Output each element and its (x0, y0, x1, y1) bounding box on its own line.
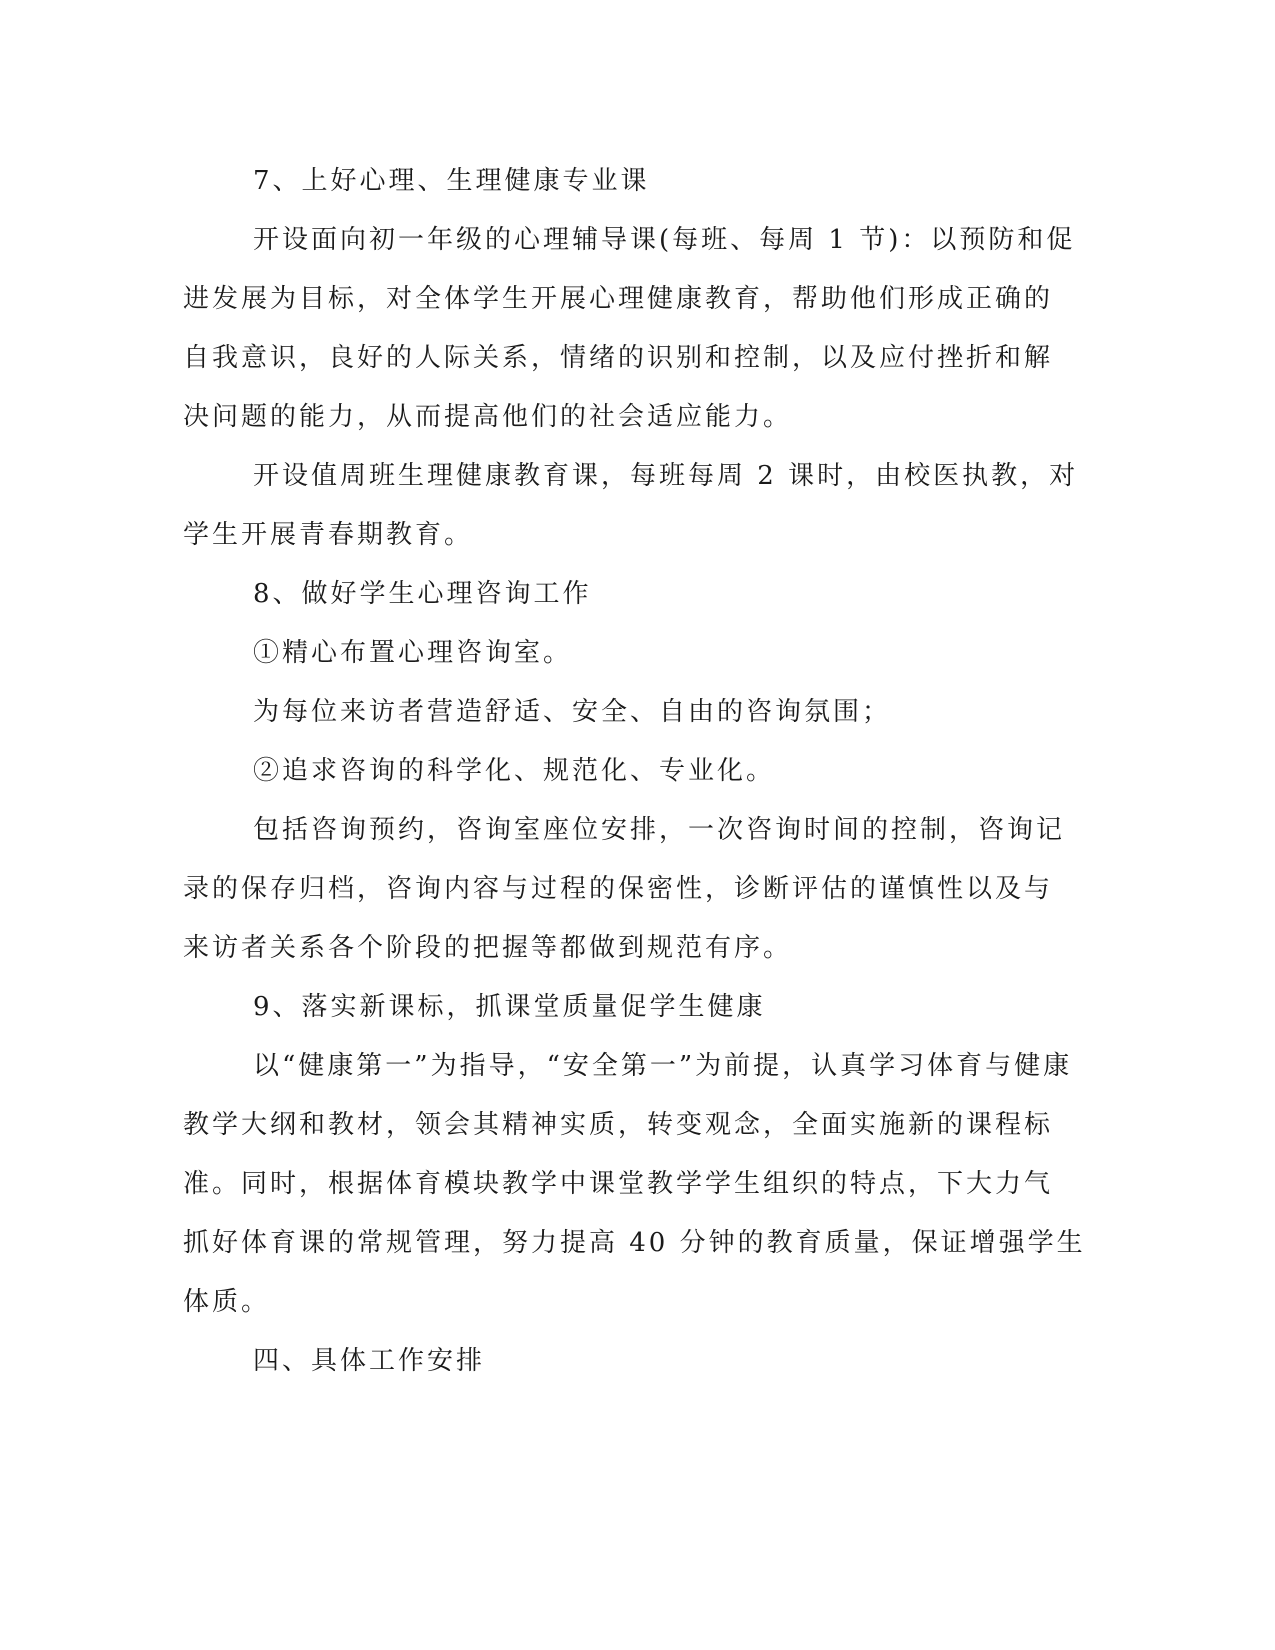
paragraph-line: 开设值周班生理健康教育课，每班每周 2 课时，由校医执教，对 (253, 461, 1079, 491)
paragraph-line: 包括咨询预约，咨询室座位安排，一次咨询时间的控制，咨询记 (253, 815, 1066, 845)
section-heading-8: 8、做好学生心理咨询工作 (253, 579, 592, 609)
list-item-1: ①精心布置心理咨询室。 (253, 638, 573, 668)
paragraph-line: 抓好体育课的常规管理，努力提高 40 分钟的教育质量，保证增强学生 (183, 1228, 1086, 1258)
paragraph-line: 来访者关系各个阶段的把握等都做到规范有序。 (183, 933, 793, 963)
list-item-2: ②追求咨询的科学化、规范化、专业化。 (253, 756, 776, 786)
paragraph-line: 录的保存归档，咨询内容与过程的保密性，诊断评估的谨慎性以及与 (183, 874, 1054, 904)
paragraph-line: 决问题的能力，从而提高他们的社会适应能力。 (183, 402, 793, 432)
paragraph-line: 教学大纲和教材，领会其精神实质，转变观念，全面实施新的课程标 (183, 1110, 1054, 1140)
section-heading-9: 9、落实新课标，抓课堂质量促学生健康 (253, 992, 766, 1022)
paragraph-line: 进发展为目标，对全体学生开展心理健康教育，帮助他们形成正确的 (183, 284, 1054, 314)
document-body (183, 152, 1086, 1391)
paragraph-line: 体质。 (183, 1287, 271, 1317)
section-heading-4: 四、具体工作安排 (253, 1346, 486, 1376)
paragraph-line: 为每位来访者营造舒适、安全、自由的咨询氛围； (253, 697, 892, 727)
paragraph-line: 开设面向初一年级的心理辅导课(每班、每周 1 节)：以预防和促 (253, 225, 1076, 255)
section-heading-7: 7、上好心理、生理健康专业课 (253, 166, 650, 196)
paragraph-line: 学生开展青春期教育。 (183, 520, 474, 550)
paragraph-line: 自我意识，良好的人际关系，情绪的识别和控制，以及应付挫折和解 (183, 343, 1054, 373)
paragraph-line: 以“健康第一”为指导，“安全第一”为前提，认真学习体育与健康 (253, 1051, 1073, 1081)
paragraph-line: 准。同时，根据体育模块教学中课堂教学学生组织的特点，下大力气 (183, 1169, 1054, 1199)
